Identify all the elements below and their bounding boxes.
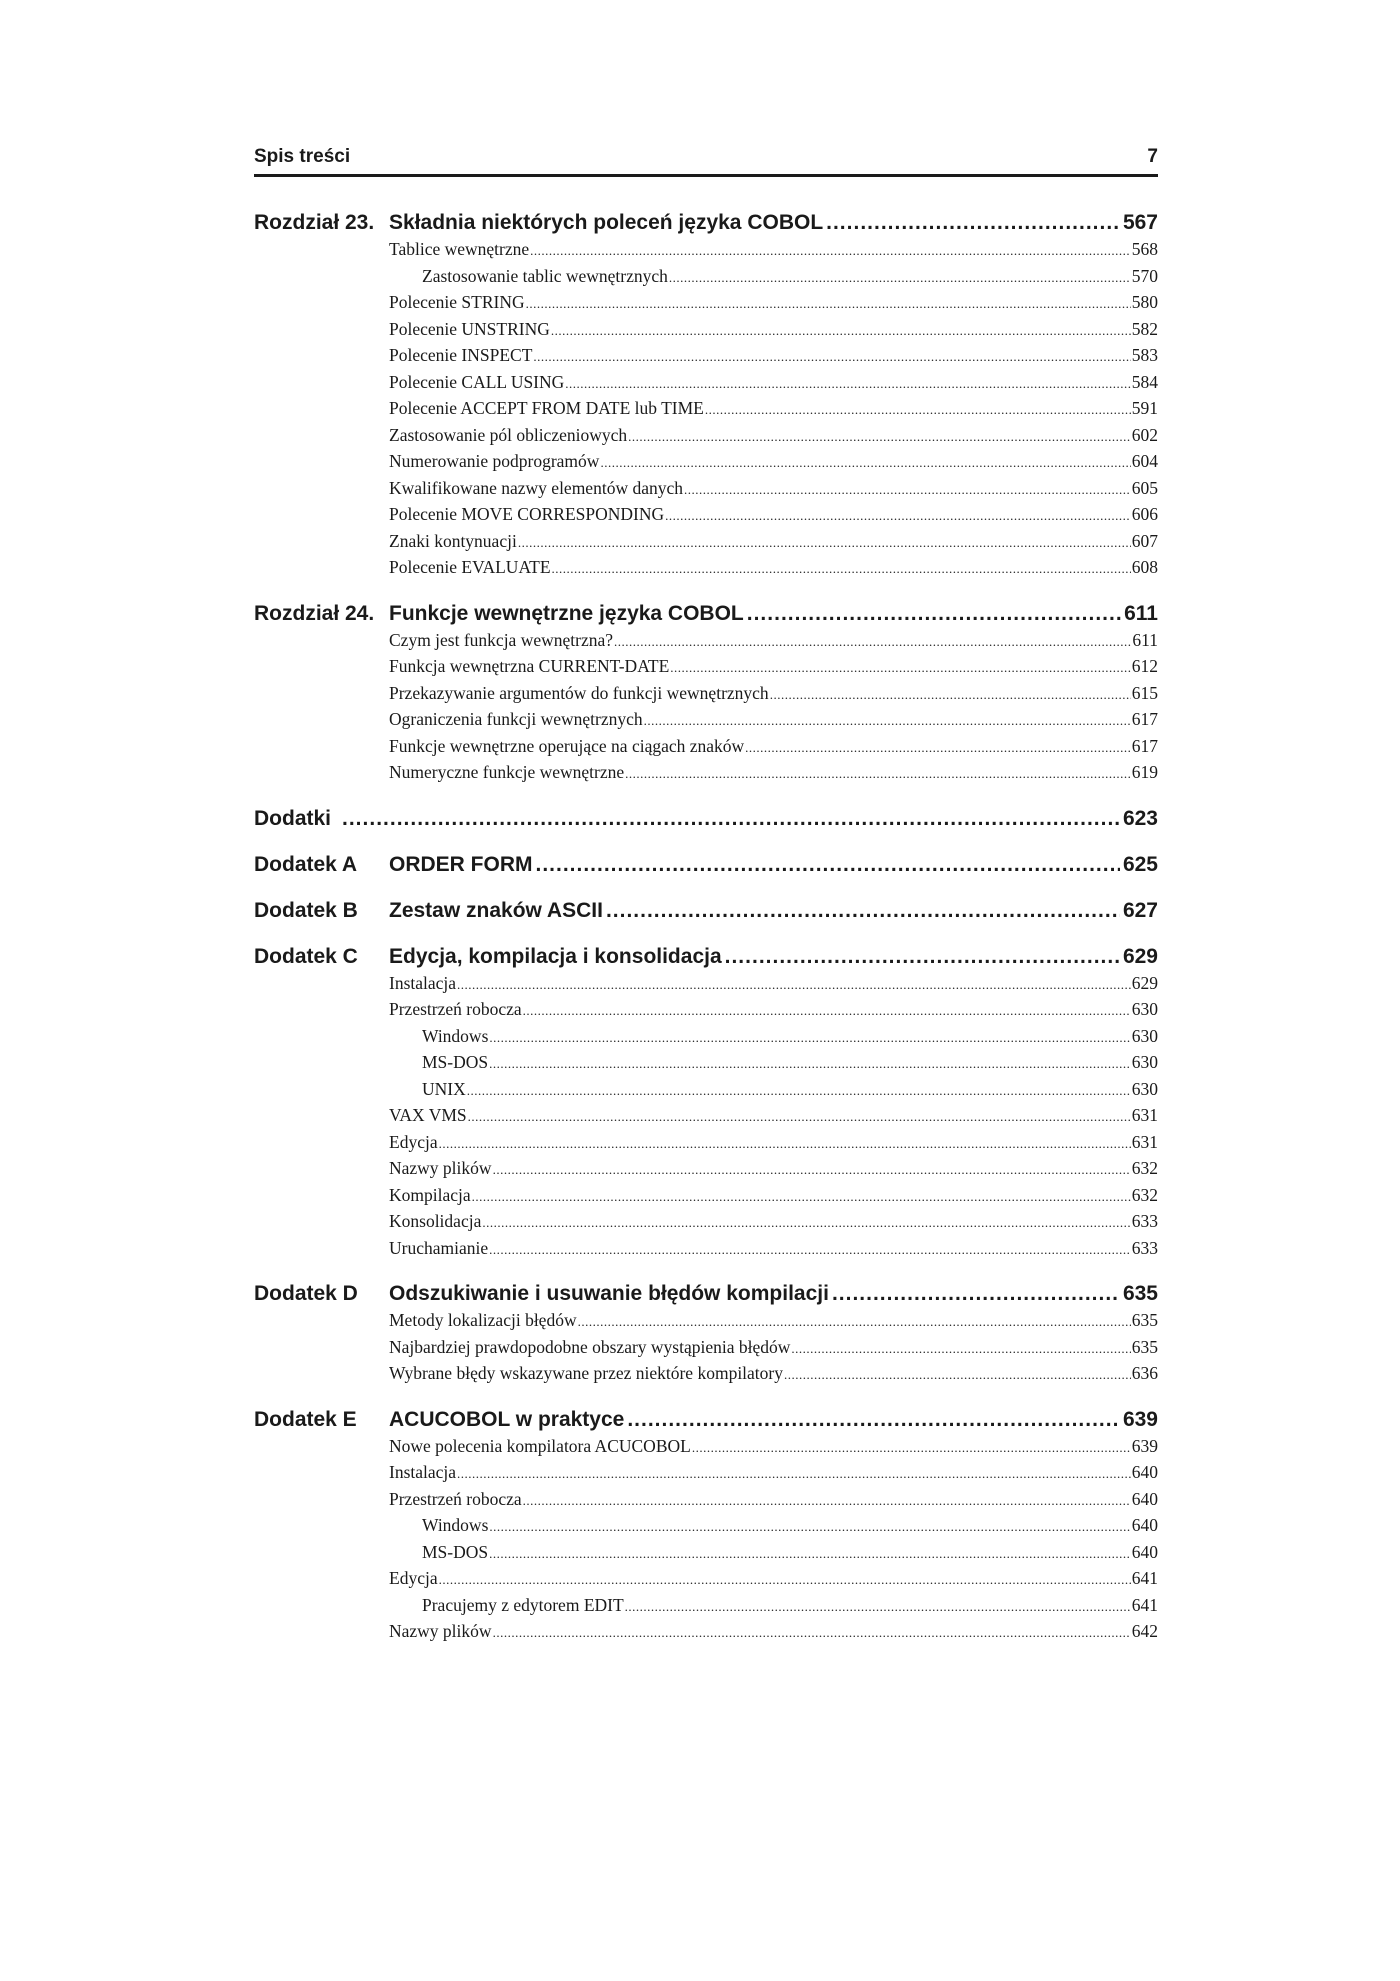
entry-title: Instalacja (389, 972, 457, 993)
dot-leader (665, 504, 1131, 529)
toc-entry[interactable] (389, 1361, 1158, 1388)
entry-page-number: 636 (1131, 1363, 1158, 1383)
dot-leader (439, 1568, 1131, 1593)
entry-title: Polecenie EVALUATE (389, 557, 551, 577)
header-title: Spis treści (254, 146, 351, 167)
dot-leader (705, 398, 1131, 423)
dot-leader (832, 1280, 1120, 1308)
entry-title: Uruchamianie (389, 1237, 489, 1258)
dot-leader (533, 345, 1130, 370)
entry-title: Kompilacja (389, 1184, 471, 1205)
entry-page-number: 591 (1131, 398, 1158, 418)
entry-title: Windows (422, 1025, 489, 1046)
entry-page-number: 580 (1131, 292, 1158, 312)
entry-title: UNIX (422, 1078, 466, 1099)
dot-leader (552, 557, 1131, 582)
entry-title: Polecenie MOVE CORRESPONDING (389, 504, 665, 524)
toc-section (254, 943, 1158, 1263)
entry-title: MS-DOS (422, 1541, 489, 1562)
toc-entry[interactable] (389, 760, 1158, 787)
dot-leader (614, 630, 1131, 655)
dot-leader (439, 1132, 1131, 1157)
entry-title: Numeryczne funkcje wewnętrzne (389, 762, 625, 782)
dot-leader (625, 1595, 1131, 1620)
entry-title: Numerowanie podprogramów (389, 451, 600, 471)
entry-title: Przestrzeń robocza (389, 1488, 522, 1509)
toc-entry[interactable] (389, 1236, 1158, 1263)
section-label: Dodatek D (254, 1282, 358, 1305)
entry-title: Ograniczenia funkcji wewnętrznych (389, 709, 643, 729)
dot-leader (670, 656, 1130, 681)
toc-entry-list (389, 628, 1158, 787)
entry-title: Nazwy plików (389, 1158, 492, 1178)
toc-entry[interactable] (389, 1130, 1158, 1157)
entry-page-number: 630 (1131, 1025, 1158, 1046)
dot-leader (472, 1185, 1131, 1210)
toc-entry[interactable] (389, 449, 1158, 476)
section-label: Rozdział 24. (254, 601, 375, 625)
section-page-number: 567 (1122, 211, 1158, 234)
entry-page-number: 635 (1131, 1310, 1158, 1330)
toc-section-heading[interactable] (254, 943, 1158, 971)
toc-entry[interactable] (389, 555, 1158, 582)
entry-title: Edycja (389, 1131, 438, 1152)
toc-entry-list (389, 1434, 1158, 1646)
entry-page-number: 607 (1131, 530, 1158, 551)
dot-leader (536, 851, 1120, 879)
entry-title: Czym jest funkcja wewnętrzna? (389, 629, 614, 650)
entry-page-number: 584 (1131, 371, 1158, 392)
toc-section (254, 805, 1158, 833)
entry-page-number: 606 (1131, 504, 1158, 524)
section-page-number: 627 (1122, 898, 1158, 922)
dot-leader (578, 1310, 1131, 1335)
toc-entry[interactable] (389, 628, 1158, 655)
toc-section-heading[interactable] (254, 1280, 1158, 1308)
dot-leader (606, 897, 1120, 925)
toc-entry[interactable] (389, 502, 1158, 529)
entry-page-number: 640 (1131, 1541, 1158, 1562)
section-page-number: 611 (1124, 601, 1158, 625)
section-title: Odszukiwanie i usuwanie błędów kompilacji (389, 1282, 829, 1305)
entry-page-number: 629 (1131, 972, 1158, 993)
entry-page-number: 642 (1131, 1621, 1158, 1641)
dot-leader (489, 1026, 1130, 1051)
toc-entry[interactable] (389, 370, 1158, 397)
dot-leader (523, 1489, 1131, 1514)
toc-entry[interactable] (389, 237, 1158, 264)
dot-leader (791, 1337, 1130, 1362)
entry-title: Tablice wewnętrzne (389, 239, 530, 259)
entry-title: Windows (422, 1515, 489, 1535)
dot-leader (745, 736, 1131, 761)
toc-entry[interactable] (389, 343, 1158, 370)
entry-page-number: 604 (1131, 451, 1158, 471)
entry-page-number: 612 (1131, 656, 1158, 676)
toc-section (254, 600, 1158, 787)
entry-title: Polecenie CALL USING (389, 371, 565, 392)
section-label: Dodatek E (254, 1407, 357, 1431)
entry-page-number: 640 (1131, 1515, 1158, 1535)
entry-page-number: 630 (1131, 1052, 1158, 1072)
section-title: Edycja, kompilacja i konsolidacja (389, 944, 722, 968)
document-page (254, 146, 1158, 1664)
toc-entry[interactable] (389, 734, 1158, 761)
entry-page-number: 630 (1131, 1078, 1158, 1099)
dot-leader (627, 1406, 1120, 1434)
toc-entry[interactable] (389, 1156, 1158, 1183)
entry-title: Polecenie STRING (389, 292, 525, 312)
entry-title: Przekazywanie argumentów do funkcji wewnętrznych (389, 682, 769, 703)
toc-entry[interactable] (389, 971, 1158, 998)
entry-title: Polecenie UNSTRING (389, 318, 550, 339)
toc-entry[interactable] (389, 1593, 1158, 1620)
entry-page-number: 640 (1131, 1462, 1158, 1482)
entry-page-number: 631 (1131, 1105, 1158, 1125)
toc-section (254, 1406, 1158, 1646)
entry-page-number: 630 (1131, 999, 1158, 1019)
dot-leader (684, 478, 1131, 503)
entry-page-number: 633 (1131, 1211, 1158, 1231)
dot-leader (493, 1621, 1131, 1646)
section-title: Zestaw znaków ASCII (389, 898, 603, 922)
entry-title: Zastosowanie pól obliczeniowych (389, 424, 628, 445)
toc-entry[interactable] (389, 1540, 1158, 1567)
toc-entry[interactable] (389, 264, 1158, 291)
toc-entry[interactable] (389, 1619, 1158, 1646)
entry-page-number: 631 (1131, 1131, 1158, 1152)
dot-leader (489, 1238, 1131, 1263)
toc-entry[interactable] (389, 997, 1158, 1024)
dot-leader (457, 973, 1131, 998)
toc-entry[interactable] (389, 1513, 1158, 1540)
dot-leader (628, 425, 1131, 450)
toc-entry[interactable] (389, 317, 1158, 344)
dot-leader (600, 451, 1130, 476)
dot-leader (725, 943, 1120, 971)
dot-leader (565, 372, 1130, 397)
section-page-number: 625 (1122, 852, 1158, 876)
entry-title: Nazwy plików (389, 1621, 492, 1641)
toc-entry[interactable] (389, 1335, 1158, 1362)
toc-section-heading[interactable] (254, 209, 1158, 237)
entry-page-number: 619 (1131, 762, 1158, 782)
toc-entry[interactable] (389, 1050, 1158, 1077)
dot-leader (489, 1052, 1131, 1077)
entry-title: Przestrzeń robocza (389, 999, 522, 1019)
entry-page-number: 617 (1131, 709, 1158, 729)
dot-leader (489, 1515, 1130, 1540)
toc-entry-list (389, 971, 1158, 1263)
toc-section-heading[interactable] (254, 897, 1158, 925)
toc-section (254, 897, 1158, 925)
section-label: Dodatki (254, 806, 332, 830)
toc-entry[interactable] (389, 1434, 1158, 1461)
entry-title: Funkcja wewnętrzna CURRENT-DATE (389, 656, 670, 676)
entry-title: Funkcje wewnętrzne operujące na ciągach znaków (389, 735, 745, 756)
entry-title: Instalacja (389, 1462, 457, 1482)
dot-leader (518, 531, 1131, 556)
dot-leader (551, 319, 1131, 344)
toc-entry[interactable] (389, 396, 1158, 423)
dot-leader (457, 1462, 1131, 1487)
entry-page-number: 570 (1131, 265, 1158, 286)
entry-page-number: 615 (1131, 682, 1158, 703)
section-page-number: 635 (1122, 1282, 1158, 1305)
entry-title: Konsolidacja (389, 1211, 482, 1231)
dot-leader (625, 762, 1131, 787)
toc-entry[interactable] (389, 290, 1158, 317)
entry-title: Najbardziej prawdopodobne obszary wystąpienia błędów (389, 1336, 791, 1357)
entry-page-number: 605 (1131, 477, 1158, 498)
entry-title: Wybrane błędy wskazywane przez niektóre kompilatory (389, 1363, 783, 1383)
entry-page-number: 582 (1131, 318, 1158, 339)
toc-section (254, 1280, 1158, 1388)
entry-title: Znaki kontynuacji (389, 530, 517, 551)
toc-entry[interactable] (389, 423, 1158, 450)
toc-entry[interactable] (389, 707, 1158, 734)
toc-entry[interactable] (389, 1024, 1158, 1051)
toc-entry[interactable] (389, 681, 1158, 708)
dot-leader (770, 683, 1131, 708)
toc-entry[interactable] (389, 1566, 1158, 1593)
dot-leader (669, 266, 1131, 291)
entry-page-number: 633 (1131, 1237, 1158, 1258)
toc-entry[interactable] (389, 1077, 1158, 1104)
entry-title: VAX VMS (389, 1105, 467, 1125)
dot-leader (489, 1542, 1131, 1567)
toc-section (254, 851, 1158, 879)
entry-page-number: 635 (1131, 1336, 1158, 1357)
entry-page-number: 641 (1131, 1594, 1158, 1615)
entry-page-number: 639 (1131, 1435, 1158, 1456)
dot-leader (530, 239, 1131, 264)
section-title: Składnia niektórych poleceń języka COBOL (389, 211, 824, 234)
entry-page-number: 632 (1131, 1184, 1158, 1205)
header-page-number: 7 (1147, 146, 1158, 167)
toc-entry-list (389, 1308, 1158, 1388)
entry-page-number: 611 (1132, 629, 1158, 650)
table-of-contents (254, 209, 1158, 1646)
entry-title: Pracujemy z edytorem EDIT (422, 1594, 624, 1615)
toc-entry[interactable] (389, 1103, 1158, 1130)
dot-leader (826, 209, 1120, 237)
section-page-number: 629 (1122, 944, 1158, 968)
toc-section-heading[interactable] (254, 600, 1158, 628)
entry-page-number: 583 (1131, 345, 1158, 365)
entry-page-number: 608 (1131, 557, 1158, 577)
toc-entry[interactable] (389, 1487, 1158, 1514)
section-label: Dodatek A (254, 852, 358, 876)
dot-leader (482, 1211, 1130, 1236)
entry-page-number: 632 (1131, 1158, 1158, 1178)
toc-entry[interactable] (389, 529, 1158, 556)
entry-title: Polecenie INSPECT (389, 345, 533, 365)
section-label: Rozdział 23. (254, 211, 375, 234)
section-page-number: 623 (1122, 806, 1158, 830)
dot-leader (342, 805, 1120, 833)
toc-entry[interactable] (389, 1308, 1158, 1335)
dot-leader (644, 709, 1131, 734)
entry-title: Polecenie ACCEPT FROM DATE lub TIME (389, 398, 704, 418)
dot-leader (747, 600, 1121, 628)
section-title: ORDER FORM (389, 852, 533, 876)
running-header (254, 146, 1158, 177)
entry-page-number: 641 (1131, 1568, 1158, 1588)
dot-leader (784, 1363, 1131, 1388)
entry-page-number: 602 (1131, 424, 1158, 445)
toc-entry[interactable] (389, 1460, 1158, 1487)
section-page-number: 639 (1122, 1407, 1158, 1431)
toc-entry[interactable] (389, 1183, 1158, 1210)
section-label: Dodatek B (254, 898, 358, 922)
dot-leader (467, 1079, 1131, 1104)
entry-title: Zastosowanie tablic wewnętrznych (422, 265, 668, 286)
toc-entry[interactable] (389, 476, 1158, 503)
dot-leader (493, 1158, 1131, 1183)
toc-section (254, 209, 1158, 582)
dot-leader (468, 1105, 1131, 1130)
toc-section-heading[interactable] (254, 851, 1158, 879)
entry-page-number: 568 (1131, 239, 1158, 259)
entry-page-number: 617 (1131, 735, 1158, 756)
dot-leader (692, 1436, 1131, 1461)
toc-section-heading[interactable] (254, 1406, 1158, 1434)
toc-entry[interactable] (389, 654, 1158, 681)
entry-page-number: 640 (1131, 1488, 1158, 1509)
entry-title: Nowe polecenia kompilatora ACUCOBOL (389, 1435, 691, 1456)
entry-title: Metody lokalizacji błędów (389, 1310, 577, 1330)
entry-title: MS-DOS (422, 1052, 489, 1072)
entry-title: Kwalifikowane nazwy elementów danych (389, 477, 683, 498)
dot-leader (526, 292, 1131, 317)
section-title: Funkcje wewnętrzne języka COBOL (389, 601, 744, 625)
toc-section-heading[interactable] (254, 805, 1158, 833)
toc-entry-list (389, 237, 1158, 582)
section-label: Dodatek C (254, 944, 358, 968)
section-title: ACUCOBOL w praktyce (389, 1407, 625, 1431)
entry-title: Edycja (389, 1568, 438, 1588)
dot-leader (523, 999, 1131, 1024)
toc-entry[interactable] (389, 1209, 1158, 1236)
